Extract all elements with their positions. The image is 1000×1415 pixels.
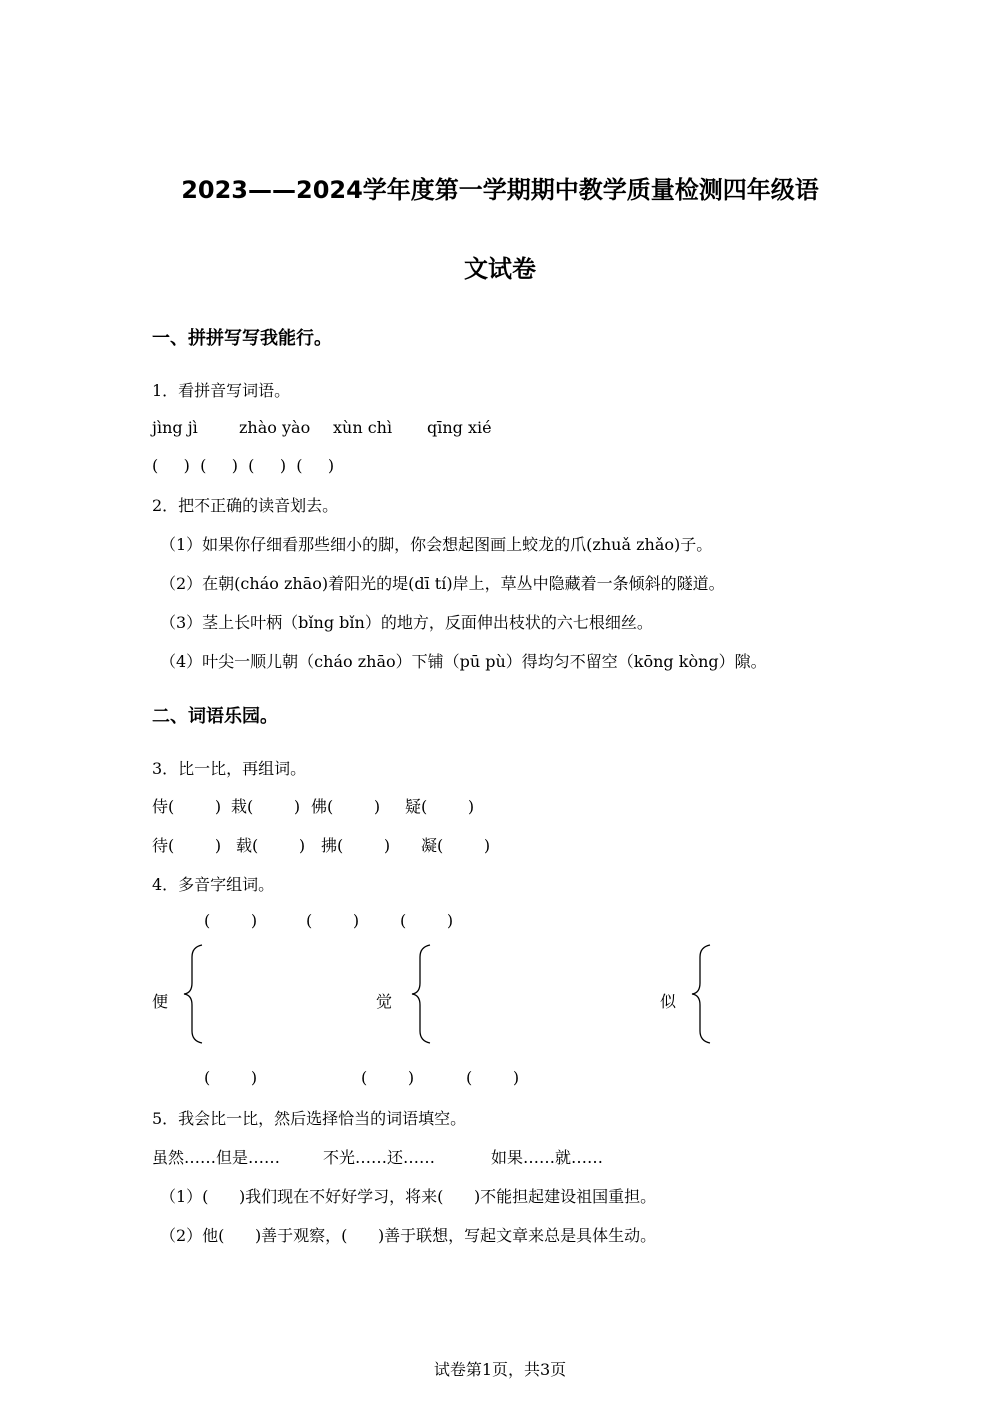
pinyin-1: jìng jì [152,418,198,437]
compare-cell-2-3[interactable]: 拂( ) [321,836,391,855]
page-title: 2023——2024学年度第一学期期中教学质量检测四年级语 [181,176,819,204]
question-2-stem: 2．把不正确的读音划去。 [152,496,339,515]
answer-blanks-q1[interactable]: ( ) ( ) ( ) ( ) [152,456,335,475]
compare-cell-1-2[interactable]: 栽( ) [231,797,301,816]
question-5-item-1: （1）( )我们现在不好好学习，将来( )不能担起建设祖国重担。 [160,1187,657,1206]
polyphone-top-blank-1[interactable]: ( ) [204,911,258,930]
question-4-stem: 4．多音字组词。 [152,875,275,894]
left-brace-icon [690,943,714,1045]
pinyin-4: qīng xié [427,418,492,437]
question-2-item-1: （1）如果你仔细看那些细小的脚，你会想起图画上蛟龙的爪(zhuǎ zhǎo)子。 [160,535,713,554]
polyphone-bottom-blank-3[interactable]: ( ) [466,1068,520,1087]
question-1-stem: 1．看拼音写词语。 [152,381,291,400]
question-2-item-2: （2）在朝(cháo zhāo)着阳光的堤(dī tí)岸上，草丛中隐藏着一条倾斜的隧道。 [160,574,725,593]
question-2-item-3: （3）茎上长叶柄（bǐng bǐn）的地方，反面伸出枝状的六七根细丝。 [160,613,653,632]
conjunction-option-1: 虽然……但是…… [152,1148,281,1167]
conjunction-option-3: 如果……就…… [491,1148,604,1167]
left-brace-icon [182,943,206,1045]
section-heading-1: 一、拼拼写写我能行。 [152,328,332,349]
question-5-stem: 5．我会比一比，然后选择恰当的词语填空。 [152,1109,467,1128]
conjunction-option-2: 不光……还…… [323,1148,436,1167]
polyphone-char-2: 觉 [376,992,393,1011]
polyphone-bottom-blank-1[interactable]: ( ) [204,1068,258,1087]
section-heading-2: 二、词语乐园。 [152,706,278,727]
polyphone-top-blank-3[interactable]: ( ) [400,911,454,930]
question-3-stem: 3．比一比，再组词。 [152,759,307,778]
compare-cell-1-1[interactable]: 侍( ) [152,797,222,816]
page-footer: 试卷第1页，共3页 [433,1360,567,1379]
question-5-item-2: （2）他( )善于观察，( )善于联想，写起文章来总是具体生动。 [160,1226,657,1245]
compare-cell-1-3[interactable]: 佛( ) [311,797,381,816]
pinyin-3: xùn chì [333,418,393,437]
compare-cell-2-2[interactable]: 载( ) [236,836,306,855]
polyphone-char-3: 似 [660,992,677,1011]
compare-cell-2-1[interactable]: 待( ) [152,836,222,855]
polyphone-char-1: 便 [152,992,169,1011]
question-2-item-4: （4）叶尖一顺儿朝（cháo zhāo）下铺（pū pù）得均匀不留空（kōng kòng）隙。 [160,652,767,671]
polyphone-bottom-blank-2[interactable]: ( ) [361,1068,415,1087]
left-brace-icon [410,943,434,1045]
page-title-continued: 文试卷 [464,255,536,283]
compare-cell-2-4[interactable]: 凝( ) [421,836,491,855]
compare-cell-1-4[interactable]: 疑( ) [405,797,475,816]
pinyin-2: zhào yào [239,418,311,437]
polyphone-top-blank-2[interactable]: ( ) [306,911,360,930]
